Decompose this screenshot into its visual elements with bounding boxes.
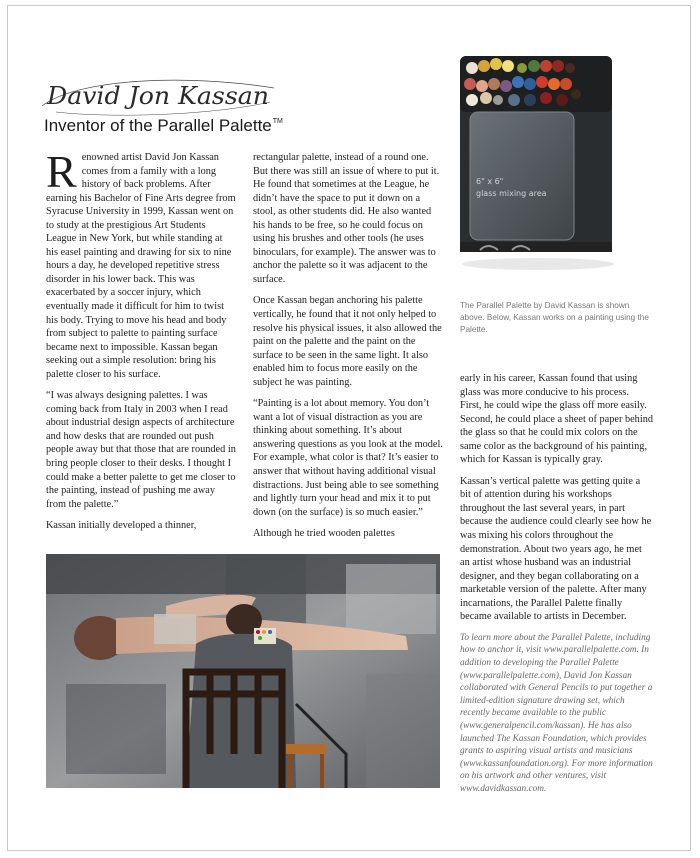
- magazine-page: [7, 5, 691, 851]
- glass-size-label: 6" x 6": [476, 177, 504, 186]
- info-paragraph: To learn more about the Parallel Palette, including how to anchor it, visit www.parallelpalette.com. In addition to developing the Parallel Palette (www.parallelpalette.com), David Jon Kassan collaborated with General Pencils to put together a limited-edition signature drawing set, which recently became available to the public (www.generalpencil.com/kassan). He has also launched The Kassan Foundation, which provides grants to aspiring visual artists and musicians (www.kassanfoundation.org). For more information on his artwork and other ventures, visit www.davidkassan.com.: [460, 632, 653, 794]
- signature-name: David Jon Kassan: [45, 82, 269, 110]
- article-subtitle: Inventor of the Parallel Palette™: [44, 116, 283, 135]
- parallel-palette-photo: [458, 54, 618, 282]
- glass-mixing-area: [470, 112, 574, 240]
- glass-area-label: glass mixing area: [476, 189, 547, 198]
- signature-title: [38, 72, 278, 120]
- paragraph: Kassan’s vertical palette was getting quite a bit of attention during his workshops throughout the last several years, in part because the audience could clearly see how he was mixing his colors throughout the demonstration. About two years ago, he met an artist whose husband was an industrial designer, and they began collaborating on a marketable version of the palette. After many incarnations, the Parallel Palette finally became available to artists in December.: [460, 475, 652, 623]
- article-column-2: [253, 151, 445, 549]
- article-column-1: [46, 146, 236, 541]
- paragraph: “I was always designing palettes. I was coming back from Italy in 2003 when I read about industrial design aspects of architecture and how desks that are rounded out push people away but that those that are rounded in bring people closer to their desks. I thought I could make a better palette to get me closer to the painting, instead of pushing me away from the palette.”: [46, 390, 236, 510]
- paragraph: Once Kassan began anchoring his palette vertically, he found that it not only helped to resolve his physical issues, it also allowed the paint on the palette and the paint on the surface to be seen in the same light. It also enabled him to focus more easily on the subject he was painting.: [253, 295, 442, 388]
- paragraph: early in his career, Kassan found that using glass was more conducive to his process. First, he could wipe the glass off more easily. Second, he could place a sheet of paper behind the glass so that he could mix colors on the same color as the background of his painting, which for Kassan is typically gray.: [460, 373, 653, 466]
- palette-caption: The Parallel Palette by David Kassan is shown above. Below, Kassan works on a painting using the Palette.: [460, 301, 649, 334]
- trademark: TM: [272, 118, 283, 125]
- paragraph: “Painting is a lot about memory. You don’t want a lot of visual distraction as you are thinking about something. It’s about answering questions as you look at the model. For example, what color is that? It’s easier to answer that without having additional visual distractions. Just being able to see something and lightly turn your head and mix it to put down (on the surface) is so much easier.”: [253, 398, 443, 518]
- kassan-painting-photo: [46, 554, 440, 788]
- paragraph: rectangular palette, instead of a round one. But there was still an issue of where to put it. He found that sometimes at the League, he didn’t have the space to put it down on a stool, as other students did. He also wanted his hands to be free, so he could focus on using his brushes and other tools (he uses binoculars, for example). The answer was to anchor the palette so it was adjacent to the surface.: [253, 152, 440, 285]
- paragraph: Renowned artist David Jon Kassan comes from a family with a long history of back problems. After earning his Bachelor of Fine Arts degree from Syracuse University in 1999, Kassan went on to study at the prestigious Art Students League in New York, but while standing at his easel painting and drawing for six to nine hours a day, he developed repetitive stress disorder in his lower back. This was exacerbated by a soccer injury, which eventually made it difficult for him to twist his body. Trying to move his head and body from subject to palette to painting surface became next to impossible. Kassan began seeking out a simple resolution: bring his palette closer to his surface.: [46, 146, 236, 380]
- paragraph: Kassan initially developed a thinner,: [46, 520, 197, 532]
- paragraph: Although he tried wooden palettes: [253, 528, 395, 540]
- drop-cap: R: [46, 146, 77, 197]
- article-column-3: [460, 372, 653, 804]
